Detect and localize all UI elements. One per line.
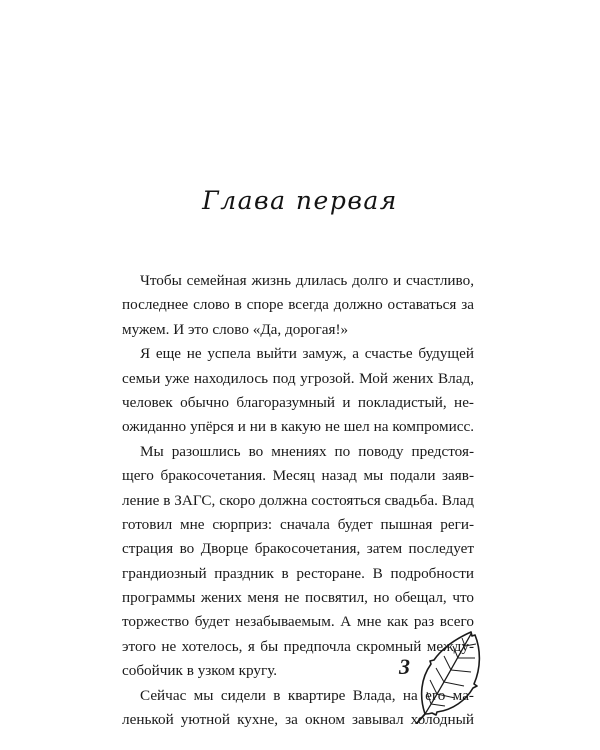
text-line: ожиданно упёрся и ни в какую не шел на компромисс. <box>122 418 474 436</box>
text-line: Сейчас мы сидели в квартире Влада, на его ма- <box>140 686 474 704</box>
text-line: готовил мне сюрприз: сначала будет пышная реги- <box>122 515 474 533</box>
text-line: мужем. И это слово «Да, дорогая!» <box>122 320 349 338</box>
text-line: человек обычно благоразумный и покладистый, не- <box>122 393 474 411</box>
text-line: последнее слово в споре всегда должно оставаться за <box>122 296 474 314</box>
page-number: 3 <box>399 654 410 679</box>
text-line: щего бракосочетания. Месяц назад мы подали заяв- <box>122 467 474 485</box>
text-line: страция во Дворце бракосочетания, затем последует <box>122 540 474 558</box>
text-line: Я еще не успела выйти замуж, а счастье будущей <box>140 345 474 363</box>
text-line: Чтобы семейная жизнь длилась долго и счастливо, <box>140 272 474 289</box>
text-line: грандиозный праздник в ресторане. В подробности <box>122 564 474 582</box>
text-line: ление в ЗАГС, скоро должна состояться свадьба. Влад <box>122 491 474 509</box>
leaf-icon <box>411 626 489 726</box>
text-line: ленькой уютной кухне, за окном завывал холодный <box>122 711 474 729</box>
text-line: собойчик в узком кругу. <box>122 662 278 680</box>
text-line: семьи уже находилось под угрозой. Мой жених Влад, <box>122 369 474 387</box>
text-line: торжество будет незабываемым. А мне как раз всего <box>122 613 474 631</box>
text-line: программы жених меня не посвятил, но обещал, что <box>122 589 474 607</box>
text-line: этого не хотелось, я бы предпочла скромный между- <box>122 637 474 655</box>
text-line: Мы разошлись во мнениях по поводу предстоя- <box>140 442 474 460</box>
chapter-title: Глава первая <box>202 186 398 215</box>
